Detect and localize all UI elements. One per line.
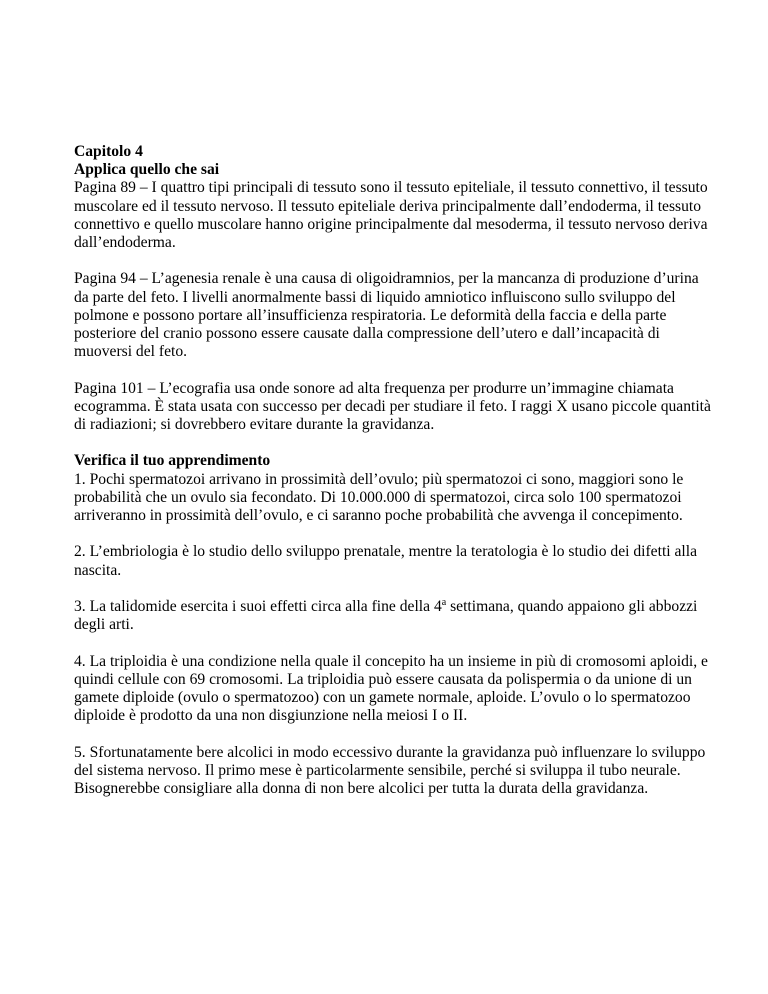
paragraph-page-89: Pagina 89 – I quattro tipi principali di tessuto sono il tessuto epiteliale, il tessuto connettivo, il tessuto muscolare ed il tessuto nervoso. Il tessuto epiteliale deriva principalmente dall’endoderma, il tessuto connettivo e quello muscolare hanno origine principalmente dal mesoderma, il tessuto nervoso deriva dall’endoderma. (74, 179, 708, 252)
section-title-apply: Applica quello che sai (74, 161, 220, 179)
answer-2: 2. L’embriologia è lo studio dello sviluppo prenatale, mentre la teratologia è lo studio dei difetti alla nascita. (74, 543, 698, 579)
answer-1: 1. Pochi spermatozoi arrivano in prossimità dell’ovulo; più spermatozoi ci sono, maggiori sono le probabilità che un ovulo sia fecondato. Di 10.000.000 di spermatozoi, circa solo 100 spermatozoi arriveranno in prossimità dell’ovulo, e ci saranno poche probabilità che avvenga il concepimento. (74, 470, 684, 525)
paragraph-page-101: Pagina 101 – L’ecografia usa onde sonore ad alta frequenza per produrre un’immagine chiamata ecogramma. È stata usata con successo per decadi per studiare il feto. I raggi X usano piccole quantità di radiazioni; si dovrebbero evitare durante la gravidanza. (74, 379, 711, 434)
answer-4: 4. La triploidia è una condizione nella quale il concepito ha un insieme in più di cromosomi aploidi, e quindi cellule con 69 cromosomi. La triploidia può essere causata da polispermia o da unione di un gamete diploide (ovulo o spermatozoo) con un gamete normale, aploide. L’ovulo o lo spermatozoo diploide è prodotto da una non disgiunzione nella meiosi I o II. (74, 652, 708, 725)
document-page (74, 143, 714, 816)
answer-3-text-after: settimana, quando appaiono gli abbozzi degli arti. (74, 598, 698, 634)
answer-5: 5. Sfortunatamente bere alcolici in modo eccessivo durante la gravidanza può influenzare lo sviluppo del sistema nervoso. Il primo mese è particolarmente sensibile, perché si sviluppa il tubo neurale. Bisognerebbe consigliare alla donna di non bere alcolici per tutta la durata della gravidanza. (74, 743, 706, 797)
section-title-verify: Verifica il tuo apprendimento (74, 452, 271, 470)
answer-3-superscript: a (441, 596, 447, 608)
answer-3-text-before: 3. La talidomide esercita i suoi effetti circa alla fine della 4 (74, 598, 442, 615)
paragraph-page-94: Pagina 94 – L’agenesia renale è una causa di oligoidramnios, per la mancanza di produzione d’urina da parte del feto. I livelli anormalmente bassi di liquido amniotico influiscono sullo sviluppo del polmone e possono portare all’insufficienza respiratoria. Le deformità della faccia e della parte posteriore del cranio possono essere causate dalla compressione dell’utero e dall’incapacità di muoversi del feto. (74, 270, 699, 361)
answer-3 (74, 598, 714, 634)
chapter-title: Capitolo 4 (74, 143, 143, 160)
